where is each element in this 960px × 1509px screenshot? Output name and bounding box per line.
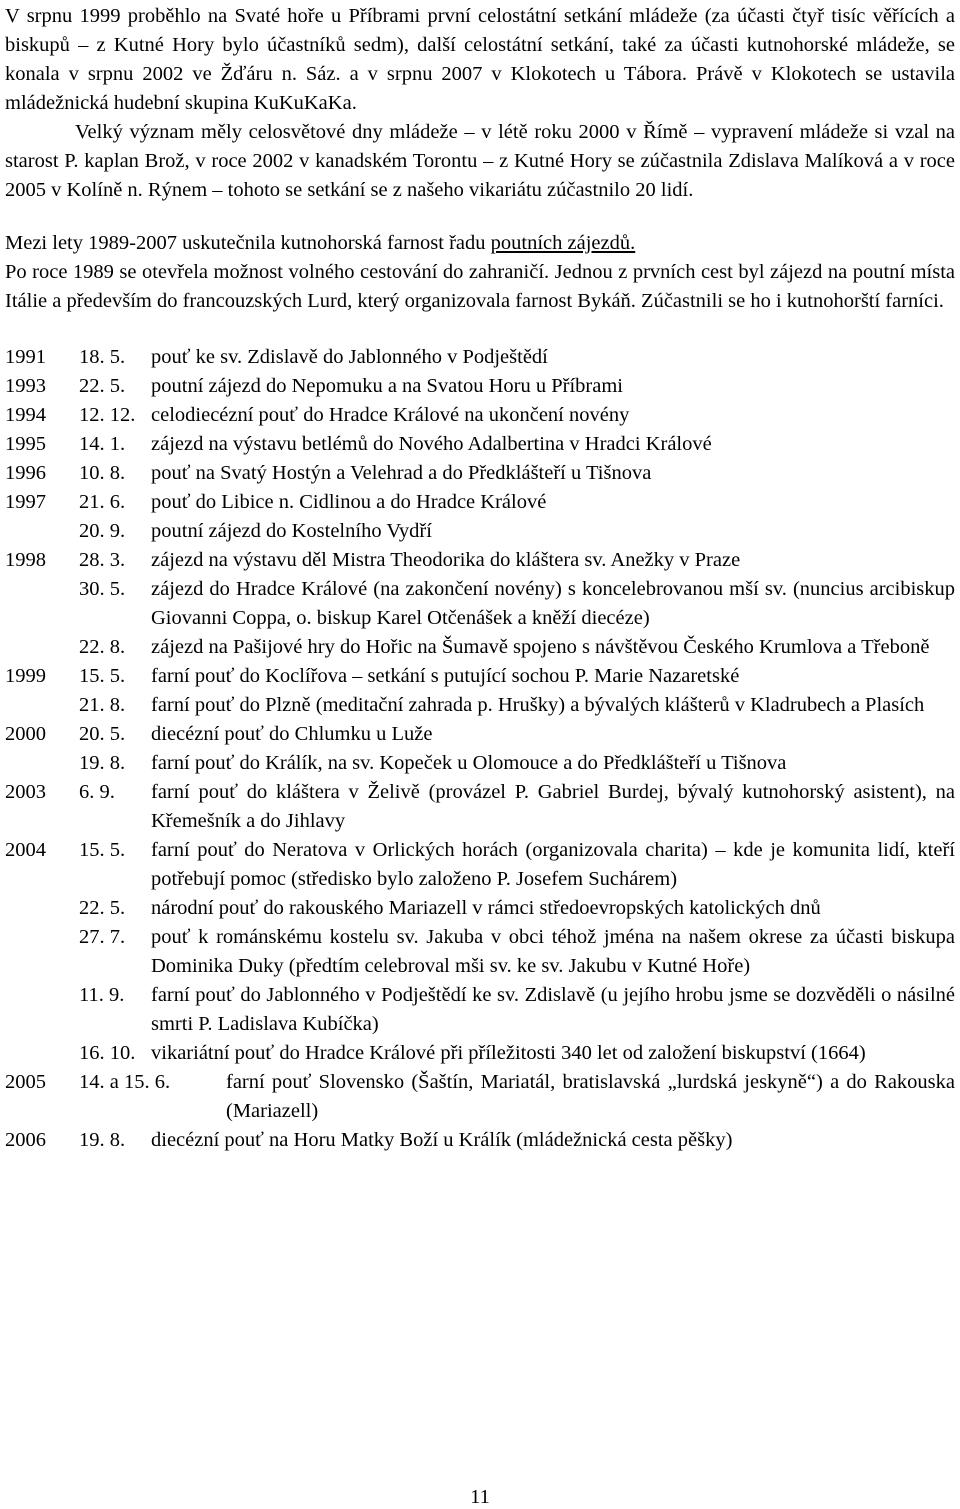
trip-year [5, 691, 79, 720]
trip-description: farní pouť do kláštera v Želivě (provázel P. Gabriel Burdej, bývalý kutnohorský asistent), na Křemešník a do Jihlavy [151, 781, 955, 832]
trip-row [5, 517, 955, 546]
trip-date: 6. 9. [79, 781, 115, 803]
paragraph-pilgrimages-heading [5, 229, 955, 258]
pilgrimages-heading-text: Mezi lety 1989-2007 uskutečnila kutnohorská farnost řadu [5, 232, 491, 254]
trip-year: 1991 [5, 346, 46, 368]
trip-date: 22. 5. [79, 375, 126, 397]
trip-description: poutní zájezd do Nepomuku a na Svatou Horu u Příbrami [151, 375, 623, 397]
trip-year [5, 923, 79, 981]
trip-description: celodiecézní pouť do Hradce Králové na ukončení novény [151, 404, 630, 426]
paragraph-youth-meetings: V srpnu 1999 proběhlo na Svaté hoře u Příbrami první celostátní setkání mládeže (za účasti čtyř tisíc věřících a biskupů – z Kutné Hory bylo účastníků sedm), další celostátní setkání, také za účasti kutnohorské mládeže, se konala v srpnu 2002 ve Žďáru n. Sáz. a v srpnu 2007 v Klokotech u Tábora. Právě v Klokotech se ustavila mládežnická hudební skupina KuKuKaKa. [5, 5, 955, 114]
trip-year [5, 633, 79, 662]
pilgrimage-list [5, 343, 955, 1155]
trip-year [5, 517, 79, 546]
trip-description: pouť k románskému kostelu sv. Jakuba v obci téhož jména na našem okrese za účasti biskupa Dominika Duky (předtím celebroval mši sv. ke sv. Jakubu v Kutné Hoře) [151, 926, 955, 977]
trip-row [5, 633, 955, 662]
trip-description: zájezd do Hradce Králové (na zakončení novény) s koncelebrovanou mší sv. (nuncius arcibiskup Giovanni Coppa, o. biskup Karel Otčenášek a kněží diecéze) [151, 578, 955, 629]
trip-date: 15. 5. [79, 839, 126, 861]
trip-row [5, 720, 955, 749]
trip-row [5, 401, 955, 430]
trip-description: farní pouť Slovensko (Šaštín, Mariatál, bratislavská „lurdská jeskyně“) a do Rakouska (Mariazell) [226, 1071, 955, 1122]
trip-year: 1995 [5, 433, 46, 455]
trip-row [5, 749, 955, 778]
trip-description: pouť do Libice n. Cidlinou a do Hradce Králové [151, 491, 547, 513]
trip-row [5, 894, 955, 923]
trip-year: 2004 [5, 839, 46, 861]
document-page [5, 0, 955, 1155]
trip-year: 1998 [5, 549, 46, 571]
trip-year [5, 894, 79, 923]
trip-year [5, 981, 79, 1039]
trip-description: národní pouť do rakouského Mariazell v rámci středoevropských katolických dnů [151, 897, 821, 919]
trip-year: 1999 [5, 665, 46, 687]
trip-year: 2006 [5, 1129, 46, 1151]
trip-description: farní pouť do Neratova v Orlických horách (organizovala charita) – kde je komunita lidí, kteří potřebují pomoc (středisko bylo založeno P. Josefem Suchárem) [151, 839, 955, 890]
trip-date: 15. 5. [79, 665, 126, 687]
trip-row [5, 575, 955, 633]
trip-row [5, 488, 955, 517]
page-number: 11 [470, 1486, 490, 1508]
trip-date: 14. a 15. 6. [79, 1071, 171, 1093]
trip-year: 2003 [5, 781, 46, 803]
trip-year: 1994 [5, 404, 46, 426]
trip-description: farní pouť do Koclířova – setkání s putující sochou P. Marie Nazaretské [151, 665, 740, 687]
pilgrimages-intro [5, 229, 955, 316]
trip-description: zájezd na Pašijové hry do Hořic na Šumavě spojeno s návštěvou Českého Krumlova a Třeboně [151, 636, 930, 658]
trip-date: 14. 1. [79, 433, 126, 455]
trip-date: 12. 12. [79, 404, 136, 426]
trip-description: poutní zájezd do Kostelního Vydří [151, 520, 432, 542]
trip-row [5, 372, 955, 401]
pilgrimages-heading-underlined: poutních zájezdů. [490, 232, 636, 254]
trip-year [5, 575, 79, 633]
trip-row [5, 923, 955, 981]
trip-date: 19. 8. [79, 752, 126, 774]
trip-date: 18. 5. [79, 346, 126, 368]
paragraph-travel-after-1989: Po roce 1989 se otevřela možnost volného cestování do zahraničí. Jednou z prvních cest byl zájezd na poutní místa Itálie a především do francouzských Lurd, který organizovala farnost Bykáň. Zúčastnili se ho i kutnohorští farníci. [5, 261, 955, 312]
trip-row [5, 459, 955, 488]
trip-row [5, 1068, 955, 1126]
trip-description: vikariátní pouť do Hradce Králové při příležitosti 340 let od založení biskupství (1664) [151, 1042, 866, 1064]
trip-description: diecézní pouť do Chlumku u Luže [151, 723, 433, 745]
trip-row [5, 546, 955, 575]
trip-date: 10. 8. [79, 462, 126, 484]
trip-row [5, 981, 955, 1039]
trip-date: 22. 5. [79, 897, 126, 919]
trip-description: farní pouť do Králík, na sv. Kopeček u Olomouce a do Předklášteří u Tišnova [151, 752, 787, 774]
trip-row [5, 778, 955, 836]
trip-row [5, 836, 955, 894]
trip-year: 1997 [5, 491, 46, 513]
trip-year: 2000 [5, 723, 46, 745]
trip-date: 27. 7. [79, 926, 126, 948]
trip-row [5, 430, 955, 459]
trip-date: 30. 5. [79, 578, 126, 600]
paragraph-world-youth-days: Velký význam měly celosvětové dny mládeže – v létě roku 2000 v Římě – vypravení mládeže si vzal na starost P. kaplan Brož, v roce 2002 v kanadském Torontu – z Kutné Hory se zúčastnila Zdislava Malíková a v roce 2005 v Kolíně n. Rýnem – tohoto se setkání se z našeho vikariátu zúčastnilo 20 lidí. [5, 121, 955, 201]
trip-date: 20. 9. [79, 520, 126, 542]
trip-description: pouť ke sv. Zdislavě do Jablonného v Podještědí [151, 346, 548, 368]
trip-description: farní pouť do Plzně (meditační zahrada p. Hrušky) a bývalých klášterů v Kladrubech a Plasích [151, 694, 925, 716]
trip-year: 1993 [5, 375, 46, 397]
trip-description: zájezd na výstavu betlémů do Nového Adalbertina v Hradci Králové [151, 433, 712, 455]
trip-date: 22. 8. [79, 636, 126, 658]
trip-date: 21. 8. [79, 694, 126, 716]
trip-date: 11. 9. [79, 984, 125, 1006]
trip-description: pouť na Svatý Hostýn a Velehrad a do Předklášteří u Tišnova [151, 462, 652, 484]
trip-year [5, 1039, 79, 1068]
trip-description: zájezd na výstavu děl Mistra Theodorika do kláštera sv. Anežky v Praze [151, 549, 741, 571]
trip-date: 20. 5. [79, 723, 126, 745]
trip-date: 21. 6. [79, 491, 126, 513]
trip-year: 2005 [5, 1071, 46, 1093]
trip-row [5, 691, 955, 720]
trip-date: 28. 3. [79, 549, 126, 571]
trip-description: farní pouť do Jablonného v Podještědí ke sv. Zdislavě (u jejího hrobu jsme se dozvěděli o násilné smrti P. Ladislava Kubíčka) [151, 984, 955, 1035]
trip-row [5, 343, 955, 372]
trip-description: diecézní pouť na Horu Matky Boží u Králík (mládežnická cesta pěšky) [151, 1129, 733, 1151]
trip-date: 19. 8. [79, 1129, 126, 1151]
trip-row [5, 662, 955, 691]
trip-date: 16. 10. [79, 1042, 136, 1064]
trip-row [5, 1039, 955, 1068]
trip-year [5, 749, 79, 778]
trip-year: 1996 [5, 462, 46, 484]
trip-row [5, 1126, 955, 1155]
